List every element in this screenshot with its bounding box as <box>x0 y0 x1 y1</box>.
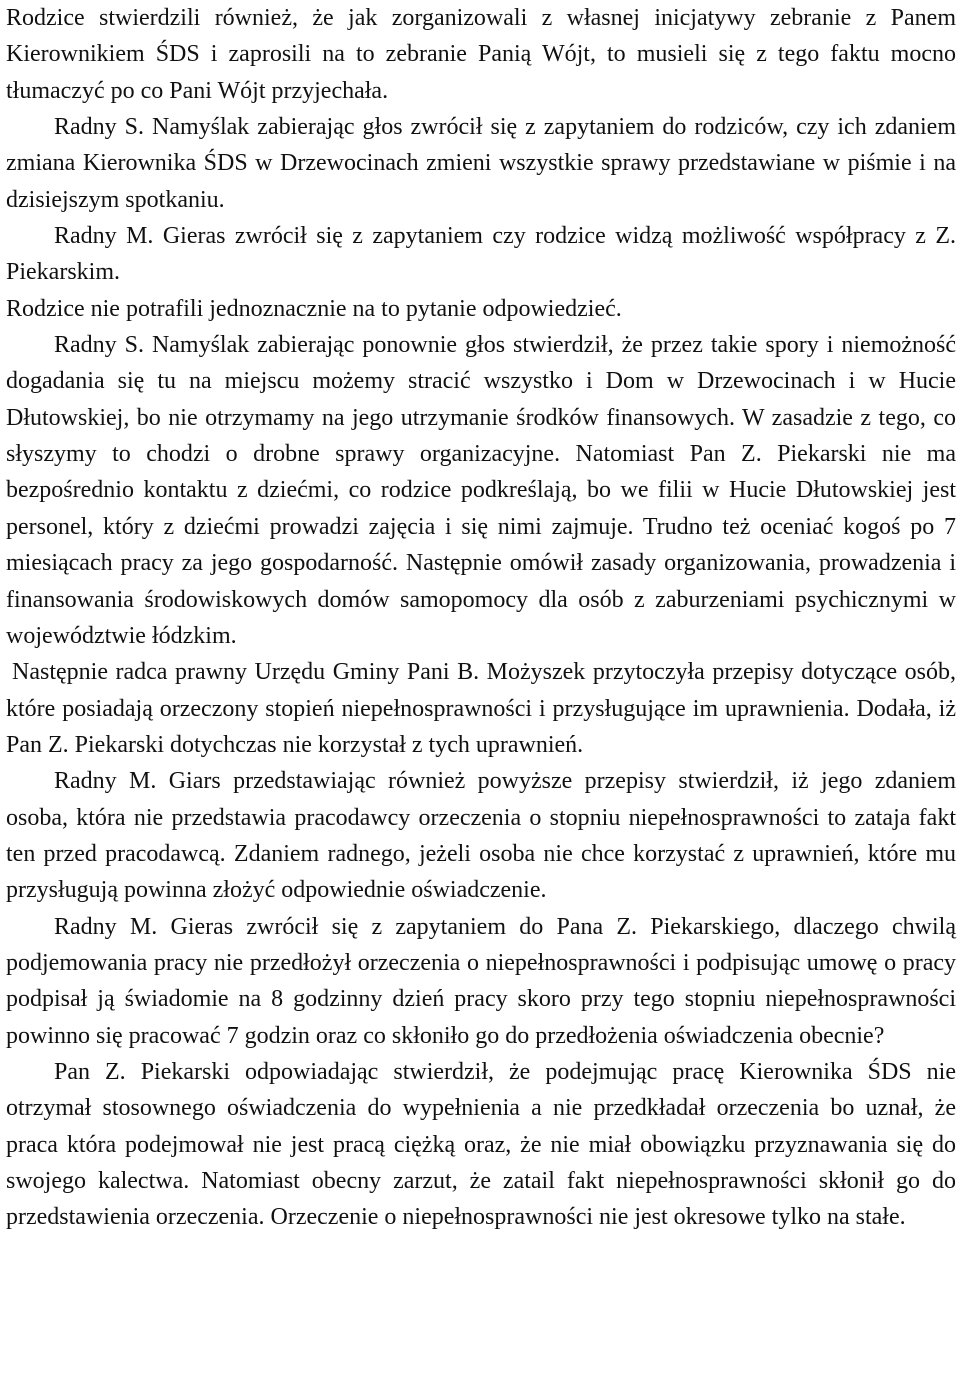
paragraph-9: Pan Z. Piekarski odpowiadając stwierdził, że podejmując pracę Kierownika ŚDS nie otrzymał stosownego oświadczenia do wypełnienia a nie przedkładał orzeczenia bo uznał, że praca która podejmował nie jest pracą ciężką oraz, że nie miał obowiązku przyznawania się do swojego kalectwa. Natomiast obecny zarzut, że zatail fakt niepełnosprawności skłonił go do przedstawienia orzeczenia. Orzeczenie o niepełnosprawności nie jest okresowe tylko na stałe. <box>6 1058 956 1231</box>
paragraph-7: Radny M. Giars przedstawiając również powyższe przepisy stwierdził, iż jego zdaniem osoba, która nie przedstawia pracodawcy orzeczenia o stopniu niepełnosprawności to zataja fakt ten przed pracodawcą. Zdaniem radnego, jeżeli osoba nie chce korzystać z uprawnień, które mu przysługują powinna złożyć odpowiednie oświadczenie. <box>6 768 956 904</box>
paragraph-2: Radny S. Namyślak zabierając głos zwrócił się z zapytaniem do rodziców, czy ich zdaniem zmiana Kierownika ŚDS w Drzewocinach zmieni wszystkie sprawy przedstawiane w piśmie i na dzisiejszym spotkaniu. <box>6 114 956 213</box>
paragraph-6: Następnie radca prawny Urzędu Gminy Pani B. Możyszek przytoczyła przepisy dotyczące osób, które posiadają orzeczony stopień niepełnosprawności i przysługujące im uprawnienia. Dodała, iż Pan Z. Piekarski dotychczas nie korzystał z tych uprawnień. <box>6 659 956 758</box>
paragraph-8: Radny M. Gieras zwrócił się z zapytaniem do Pana Z. Piekarskiego, dlaczego chwilą podjemowania pracy nie przedłożył orzeczenia o niepełnosprawności i podpisując umowę o pracy podpisał ją świadomie na 8 godzinny dzień pracy skoro przy tego stopniu niepełnosprawności powinno się pracować 7 godzin oraz co skłoniło go do przedłożenia oświadczenia obecnie? <box>6 913 956 1049</box>
document-page <box>6 0 956 1400</box>
paragraph-5: Radny S. Namyślak zabierając ponownie głos stwierdził, że przez takie spory i niemożność dogadania się tu na miejscu możemy stracić wszystko i Dom w Drzewocinach i w Hucie Dłutowskiej, bo nie otrzymamy na jego utrzymanie środków finansowych. W zasadzie z tego, co słyszymy to chodzi o drobne sprawy organizacyjne. Natomiast Pan Z. Piekarski nie ma bezpośrednio kontaktu z dziećmi, co rodzice podkreślają, bo we filii w Hucie Dłutowskiej jest personel, który z dziećmi prowadzi zajęcia i się nimi zajmuje. Trudno też oceniać kogoś po 7 miesiącach pracy za jego gospodarność. Następnie omówił zasady organizowania, prowadzenia i finansowania środowiskowych domów samopomocy dla osób z zaburzeniami psychicznymi w województwie łódzkim. <box>6 332 956 649</box>
paragraph-1: Rodzice stwierdzili również, że jak zorganizowali z własnej inicjatywy zebranie z Panem Kierownikiem ŚDS i zaprosili na to zebranie Panią Wójt, to musieli się z tego faktu mocno tłumaczyć po co Pani Wójt przyjechała. <box>6 5 956 104</box>
paragraph-4: Rodzice nie potrafili jednoznacznie na to pytanie odpowiedzieć. <box>6 295 622 322</box>
paragraph-3: Radny M. Gieras zwrócił się z zapytaniem czy rodzice widzą możliwość współpracy z Z. Piekarskim. <box>6 223 956 286</box>
